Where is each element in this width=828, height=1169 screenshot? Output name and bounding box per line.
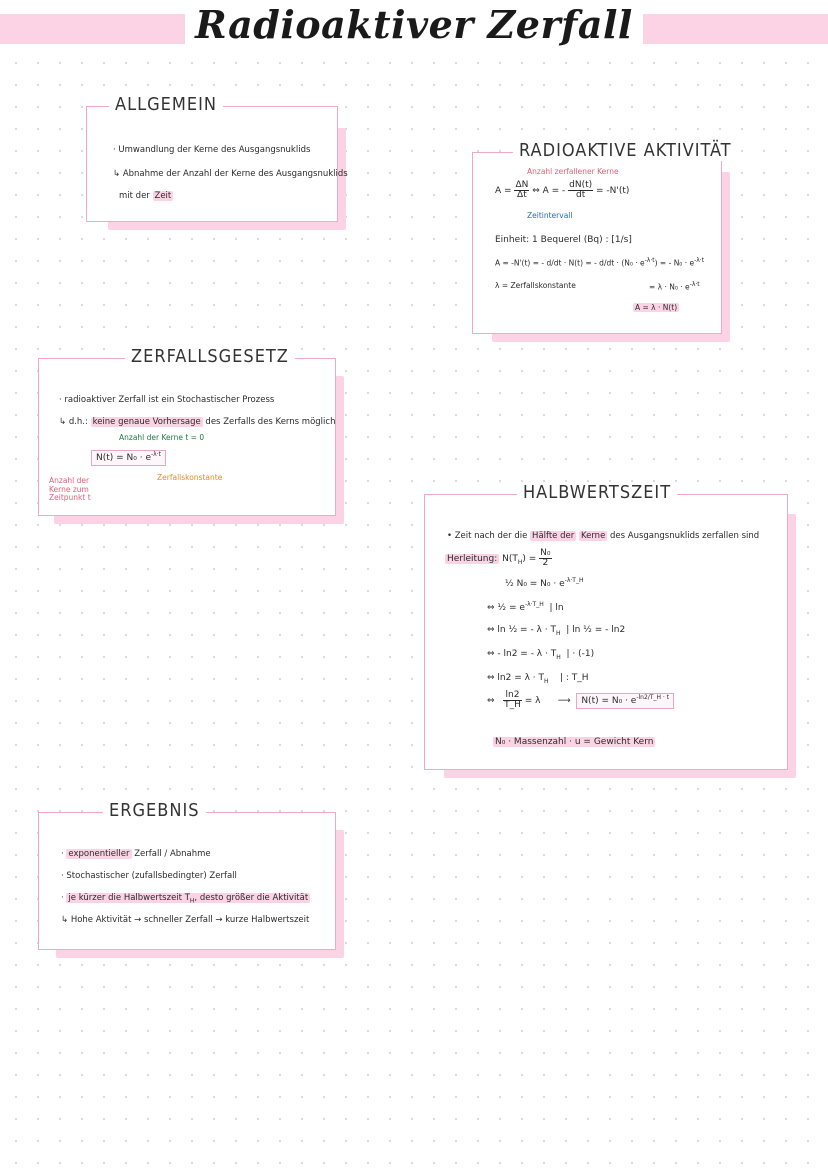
h0-num: N₀ (540, 548, 551, 558)
h4-sub: H (556, 653, 561, 661)
eq1-num2: dN(t) (569, 180, 593, 190)
note-lambda: Zerfallskonstante (157, 473, 223, 482)
h2-exp: -λ·T_H (524, 601, 544, 608)
footnote-text: N₀ · Massenzahl · u = Gewicht Kern (495, 737, 654, 747)
herleitung-line (445, 549, 552, 568)
h6-rhs: = λ (524, 696, 541, 706)
decay-law-text: N(t) = N₀ · e (96, 453, 152, 463)
h4: ⇔ - ln2 = - λ · T (487, 649, 557, 659)
allgemein-line: · Umwandlung der Kerne des Ausgangsnuklids (113, 145, 311, 155)
h5-sub: H (544, 677, 549, 685)
ergebnis-line3: · je kürzer die Halbwertszeit $T_H$, desto größer die Aktivität (61, 893, 309, 905)
zerfallsgesetz-line: · radioaktiver Zerfall ist ein Stochastischer Prozess (59, 395, 275, 405)
h5-op: | : T_H (559, 673, 589, 683)
zerfallsgesetz-line2-suffix: des Zerfalls des Kerns möglich (202, 417, 336, 427)
ergebnis-line1-mark: exponentieller (68, 849, 130, 859)
eq1-lhs: A = (495, 186, 512, 196)
hwz-def-mark1: Hälfte der (532, 531, 575, 541)
card-box (38, 800, 336, 950)
card-zerfallsgesetz (38, 346, 344, 524)
eq1-den2: dt (576, 190, 586, 200)
ergebnis-line4: ↳ Hohe Aktivität → schneller Zerfall → kurze Halbwertszeit (61, 915, 310, 925)
allgemein-line3-prefix: mit der (119, 191, 153, 201)
h2: ⇔ ½ = e (487, 603, 525, 613)
ergebnis-line2: · Stochastischer (zufallsbedingter) Zerfall (61, 871, 237, 881)
h0-frac (539, 549, 551, 568)
eq3-exp: -λ·t (689, 281, 700, 288)
h6-frac (503, 691, 522, 710)
h6-result: N(t) = N₀ · e (581, 696, 637, 706)
ergebnis-line3-sub: H (189, 897, 195, 905)
zerfallsgesetz-heading: ZERFALLSGESETZ (125, 346, 295, 367)
halbwertszeit-footnote (493, 737, 655, 747)
ergebnis-line3-rest: , desto größer die Aktivität (194, 893, 309, 903)
eq1-num1: ΔN (515, 180, 529, 190)
hwz-def-mark2: Kerne (580, 531, 606, 541)
aktivitaet-heading: RADIOAKTIVE AKTIVITÄT (513, 140, 738, 161)
eq2: A = -N'(t) = - d/dt · N(t) = - d/dt · (N₀ · e (495, 258, 645, 268)
activity-equation (495, 181, 629, 200)
allgemein-line3-mark: Zeit (154, 191, 172, 201)
card-box (38, 346, 336, 516)
h6-den: T_H (504, 700, 521, 710)
ergebnis-heading: ERGEBNIS (103, 800, 206, 821)
zerfallsgesetz-line2-mark: keine genaue Vorhersage (92, 417, 201, 427)
ergebnis-line1: · exponentieller Zerfall / Abnahme (61, 849, 211, 859)
card-allgemein (86, 94, 348, 230)
eq2-exp2: -λ·t (694, 257, 705, 264)
card-halbwertszeit (424, 482, 796, 778)
h0: N(T (502, 554, 518, 564)
note-zeitintervall: Zeitintervall (527, 211, 573, 220)
h5: ⇔ ln2 = λ · T (487, 673, 545, 683)
activity-result-text: A = λ · N(t) (635, 303, 678, 312)
h4-op: | · (-1) (566, 649, 595, 659)
card-box (86, 94, 348, 222)
herleitung-label: Herleitung: (447, 554, 498, 564)
hwz-def-prefix: • Zeit nach der die (447, 531, 531, 541)
einheit-line: Einheit: 1 Bequerel (Bq) : [1/s] (495, 235, 632, 245)
ergebnis-line3-mark (66, 893, 310, 903)
eq1-rhs: = -N'(t) (596, 186, 630, 196)
eq1-frac2 (568, 181, 593, 200)
h6-result-box (576, 693, 674, 709)
allgemein-line3 (119, 191, 173, 201)
page-title-text: Radioaktiver Zerfall (185, 2, 643, 47)
halbwertszeit-heading: HALBWERTSZEIT (517, 482, 677, 503)
zerfallsgesetz-line2 (59, 417, 335, 427)
card-ergebnis (38, 800, 344, 958)
note-anzahl: Anzahl der Kerne zum Zeitpunkt t (49, 476, 91, 503)
h2-op: | ln (549, 603, 564, 613)
h6-num: ln2 (503, 691, 522, 701)
allgemein-heading: ALLGEMEIN (109, 94, 223, 115)
zerfallsgesetz-line2-prefix: ↳ d.h.: (59, 417, 91, 427)
eq1-frac1 (514, 181, 529, 200)
derivation-step-5 (487, 673, 589, 685)
h3: ⇔ ln ½ = - λ · T (487, 625, 556, 635)
activity-result (633, 303, 679, 312)
derivation-step-6 (487, 691, 674, 710)
h6-prefix: ⇔ (487, 696, 495, 706)
eq2-rest: ) = - N₀ · e (654, 258, 695, 268)
derivation-step-2 (487, 601, 564, 613)
eq2-exp: -λ·t (644, 257, 655, 264)
card-box (472, 140, 732, 334)
ergebnis-line2-text: Stochastischer (zufallsbedingter) Zerfall (66, 871, 237, 881)
derivation-step-1 (505, 577, 583, 589)
zerfallsgesetz-line1: radioaktiver Zerfall ist ein Stochastischer Prozess (64, 395, 275, 405)
derivation-step-4 (487, 649, 594, 661)
ergebnis-line1-rest: Zerfall / Abnahme (131, 849, 211, 859)
allgemein-line2: ↳ Abnahme der Anzahl der Kerne des Ausgangsnuklids (113, 169, 348, 179)
derivation-step-3 (487, 625, 625, 637)
h3-op: | ln ½ = - ln2 (566, 625, 626, 635)
decay-law-box (91, 450, 166, 466)
h1: ½ N₀ = N₀ · e (505, 579, 565, 589)
hwz-def-suffix: des Ausgangsnuklids zerfallen sind (607, 531, 760, 541)
ergebnis-line3-mark-text: je kürzer die Halbwertszeit T (68, 893, 190, 903)
page-title (0, 2, 828, 47)
halbwertszeit-definition (447, 531, 759, 541)
note-n0: Anzahl der Kerne t = 0 (119, 433, 205, 442)
decay-law-formula (91, 451, 166, 463)
h3-sub: H (555, 629, 561, 637)
note-zerfallene-kerne: Anzahl zerfallener Kerne (527, 167, 619, 176)
card-aktivitaet (472, 140, 732, 342)
eq1-den1: Δt (517, 190, 527, 200)
decay-law-exp: -λ·t (151, 451, 161, 458)
h0-den: 2 (542, 558, 549, 568)
eq1-arrow: ⇔ A = - (532, 186, 566, 196)
activity-derivation (495, 257, 704, 268)
h1-exp: -λ·T_H (564, 577, 584, 584)
h0-sub: H (517, 558, 523, 566)
h6-arrow: ⟶ (557, 696, 571, 706)
card-box (424, 482, 788, 770)
eq3: = λ · N₀ · e (649, 282, 690, 292)
lambda-label: λ = Zerfallskonstante (495, 281, 576, 290)
activity-eq3 (649, 281, 700, 292)
h0-rest: ) = (522, 554, 537, 564)
h6-result-exp: -ln2/T_H · t (636, 694, 670, 701)
allgemein-line1: Umwandlung der Kerne des Ausgangsnuklids (118, 145, 311, 155)
